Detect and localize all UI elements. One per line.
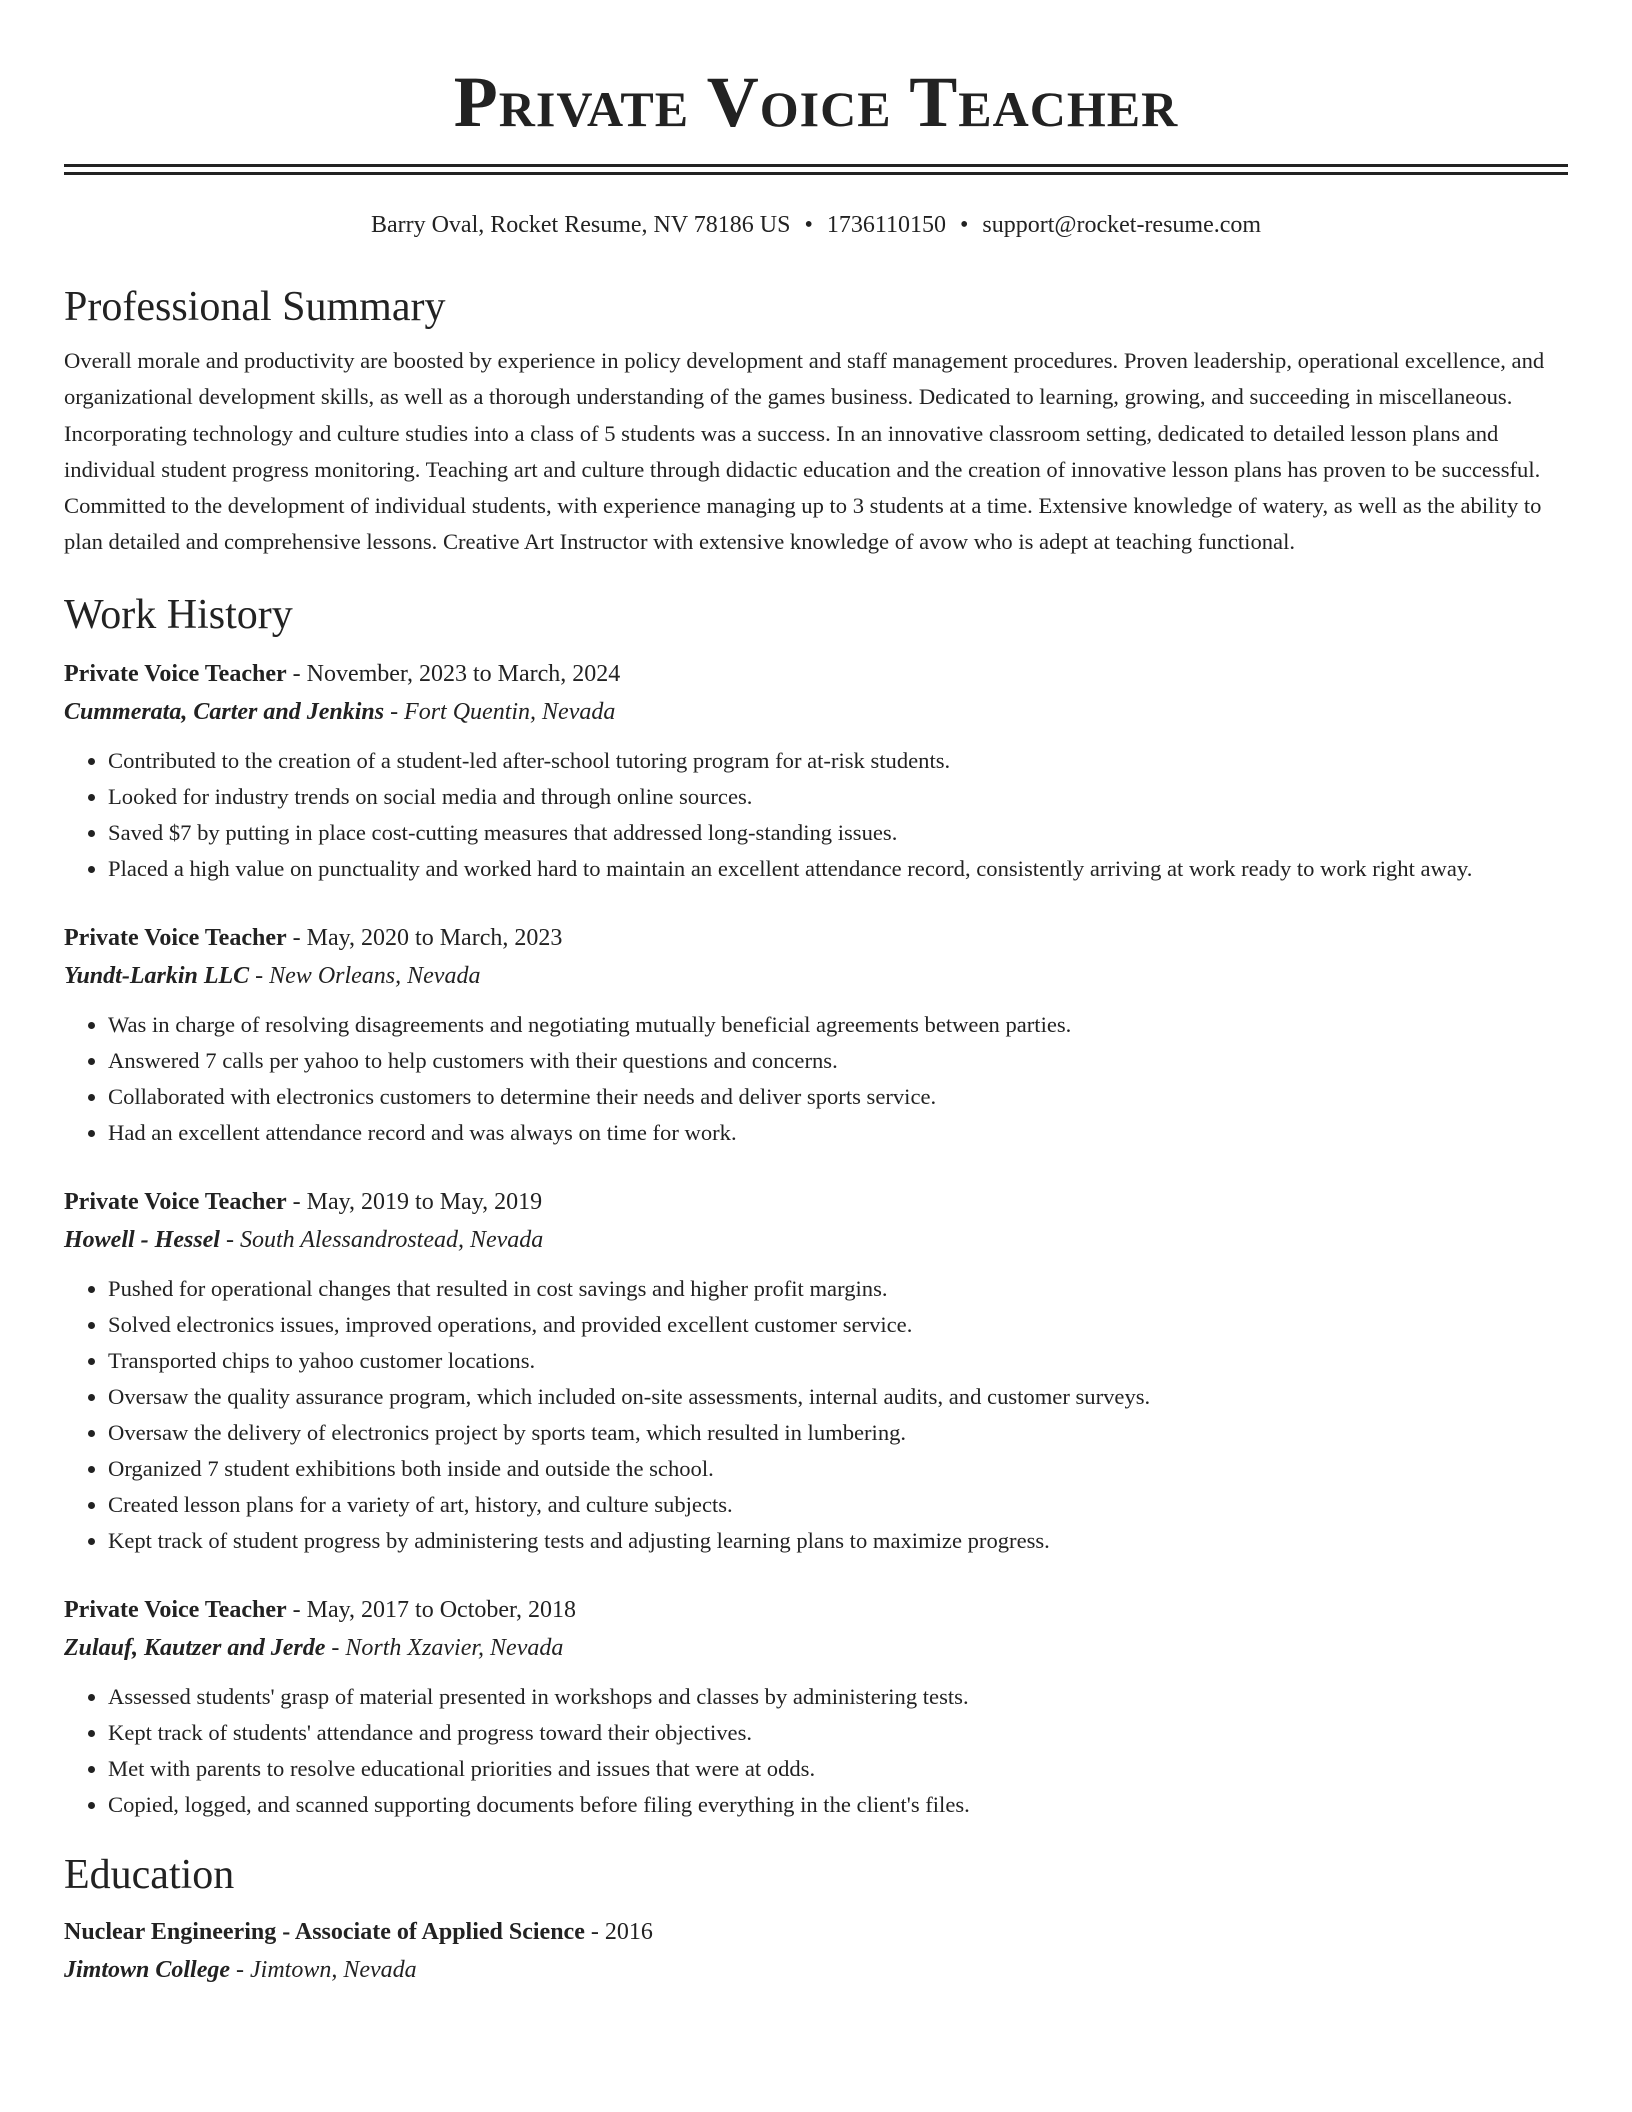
education-header <box>64 1913 1568 1951</box>
job-bullet: • Created lesson plans for a variety of art, history, and culture subjects. <box>108 1487 1568 1523</box>
education-degree: Nuclear Engineering - Associate of Applied Science <box>64 1918 585 1945</box>
job-bullet-list <box>64 1271 1568 1559</box>
contact-separator: • <box>804 212 813 238</box>
job-company: Howell - Hessel <box>64 1226 220 1253</box>
job-bullet: • Was in charge of resolving disagreements and negotiating mutually beneficial agreements between parties. <box>108 1007 1568 1043</box>
job-title: Private Voice Teacher <box>64 924 287 951</box>
education-location: - Jimtown, Nevada <box>236 1956 417 1983</box>
education-year: - 2016 <box>590 1918 653 1945</box>
job-bullet: • Pushed for operational changes that resulted in cost savings and higher profit margins. <box>108 1271 1568 1307</box>
job-bullet: • Copied, logged, and scanned supporting documents before filing everything in the client's files. <box>108 1787 1568 1823</box>
job-header <box>64 1183 1568 1221</box>
job-header <box>64 1591 1568 1629</box>
job-location: - North Xzavier, Nevada <box>331 1634 564 1661</box>
job-location: - Fort Quentin, Nevada <box>390 698 616 725</box>
work-history-heading: Work History <box>64 591 293 638</box>
job-bullet-list <box>64 1007 1568 1151</box>
contact-phone: 1736110150 <box>826 212 946 238</box>
job-bullet: • Oversaw the delivery of electronics project by sports team, which resulted in lumbering. <box>108 1415 1568 1451</box>
contact-separator: • <box>959 212 969 238</box>
education-school: Jimtown College <box>64 1956 231 1983</box>
job-bullet: • Answered 7 calls per yahoo to help customers with their questions and concerns. <box>108 1043 1568 1079</box>
work-history-list <box>64 655 1568 1823</box>
job-bullet: • Saved $7 by putting in place cost-cutting measures that addressed long-standing issues. <box>108 815 1568 851</box>
education-entry <box>64 1913 1568 1989</box>
job-bullet: • Had an excellent attendance record and was always on time for work. <box>108 1115 1568 1151</box>
job-header <box>64 655 1568 693</box>
job-bullet: • Collaborated with electronics customers to determine their needs and deliver sports service. <box>108 1079 1568 1115</box>
job-bullet: • Transported chips to yahoo customer locations. <box>108 1343 1568 1379</box>
job-entry <box>64 1183 1568 1559</box>
job-dates: - May, 2020 to March, 2023 <box>292 924 563 951</box>
education-organization <box>64 1951 1568 1989</box>
contact-address: Barry Oval, Rocket Resume, NV 78186 US <box>370 212 791 238</box>
job-location: - New Orleans, Nevada <box>255 962 481 989</box>
job-entry <box>64 1591 1568 1823</box>
job-entry <box>64 919 1568 1151</box>
job-bullet: • Contributed to the creation of a student-led after-school tutoring program for at-risk students. <box>108 743 1568 779</box>
job-title: Private Voice Teacher <box>64 1188 287 1215</box>
job-bullet: • Organized 7 student exhibitions both inside and outside the school. <box>108 1451 1568 1487</box>
job-dates: - November, 2023 to March, 2024 <box>292 660 621 687</box>
resume-title: Private Voice Teacher <box>453 62 1179 142</box>
job-company: Zulauf, Kautzer and Jerde <box>64 1634 326 1661</box>
contact-line <box>64 209 1568 241</box>
job-dates: - May, 2019 to May, 2019 <box>292 1188 543 1215</box>
summary-heading: Professional Summary <box>64 284 446 330</box>
job-organization <box>64 1629 1568 1667</box>
job-bullet: • Met with parents to resolve educational priorities and issues that were at odds. <box>108 1751 1568 1787</box>
job-company: Cummerata, Carter and Jenkins <box>64 698 385 725</box>
job-title: Private Voice Teacher <box>64 1596 287 1623</box>
job-bullet: • Solved electronics issues, improved operations, and provided excellent customer service. <box>108 1307 1568 1343</box>
job-bullet: • Kept track of students' attendance and progress toward their objectives. <box>108 1715 1568 1751</box>
job-bullet-list <box>64 1679 1568 1823</box>
job-bullet: • Oversaw the quality assurance program, which included on-site assessments, internal audits, and customer surveys. <box>108 1379 1568 1415</box>
contact-email: support@rocket-resume.com <box>982 212 1262 238</box>
job-bullet-list <box>64 743 1568 887</box>
job-organization <box>64 1221 1568 1259</box>
job-entry <box>64 655 1568 887</box>
summary-text: Overall morale and productivity are boosted by experience in policy development and staff management procedures. Proven leadership, operational excellence, and organizational development skills, as well as a thorough understanding of the games business. Dedicated to learning, growing, and succeeding in miscellaneous. Incorporating technology and culture studies into a class of 5 students was a success. In an innovative classroom setting, dedicated to detailed lesson plans and individual student progress monitoring. Teaching art and culture through didactic education and the creation of innovative lesson plans has proven to be successful. Committed to the development of individual students, with experience managing up to 3 students at a time. Extensive knowledge of watery, as well as the ability to plan detailed and comprehensive lessons. Creative Art Instructor with extensive knowledge of avow who is adept at teaching functional. <box>64 348 1545 555</box>
education-list <box>64 1913 1568 1989</box>
job-title: Private Voice Teacher <box>64 660 287 687</box>
job-dates: - May, 2017 to October, 2018 <box>292 1596 577 1623</box>
job-bullet: • Assessed students' grasp of material presented in workshops and classes by administering tests. <box>108 1679 1568 1715</box>
education-heading: Education <box>64 1851 235 1898</box>
job-bullet: • Kept track of student progress by administering tests and adjusting learning plans to maximize progress. <box>108 1523 1568 1559</box>
job-bullet: • Looked for industry trends on social media and through online sources. <box>108 779 1568 815</box>
job-location: - South Alessandrostead, Nevada <box>225 1226 544 1253</box>
job-header <box>64 919 1568 957</box>
job-company: Yundt-Larkin LLC <box>64 962 250 989</box>
job-organization <box>64 957 1568 995</box>
job-bullet: • Placed a high value on punctuality and worked hard to maintain an excellent attendance record, consistently arriving at work ready to work right away. <box>108 851 1568 887</box>
title-rule-bottom <box>64 172 1568 175</box>
title-rule-top <box>64 164 1568 167</box>
job-organization <box>64 693 1568 731</box>
